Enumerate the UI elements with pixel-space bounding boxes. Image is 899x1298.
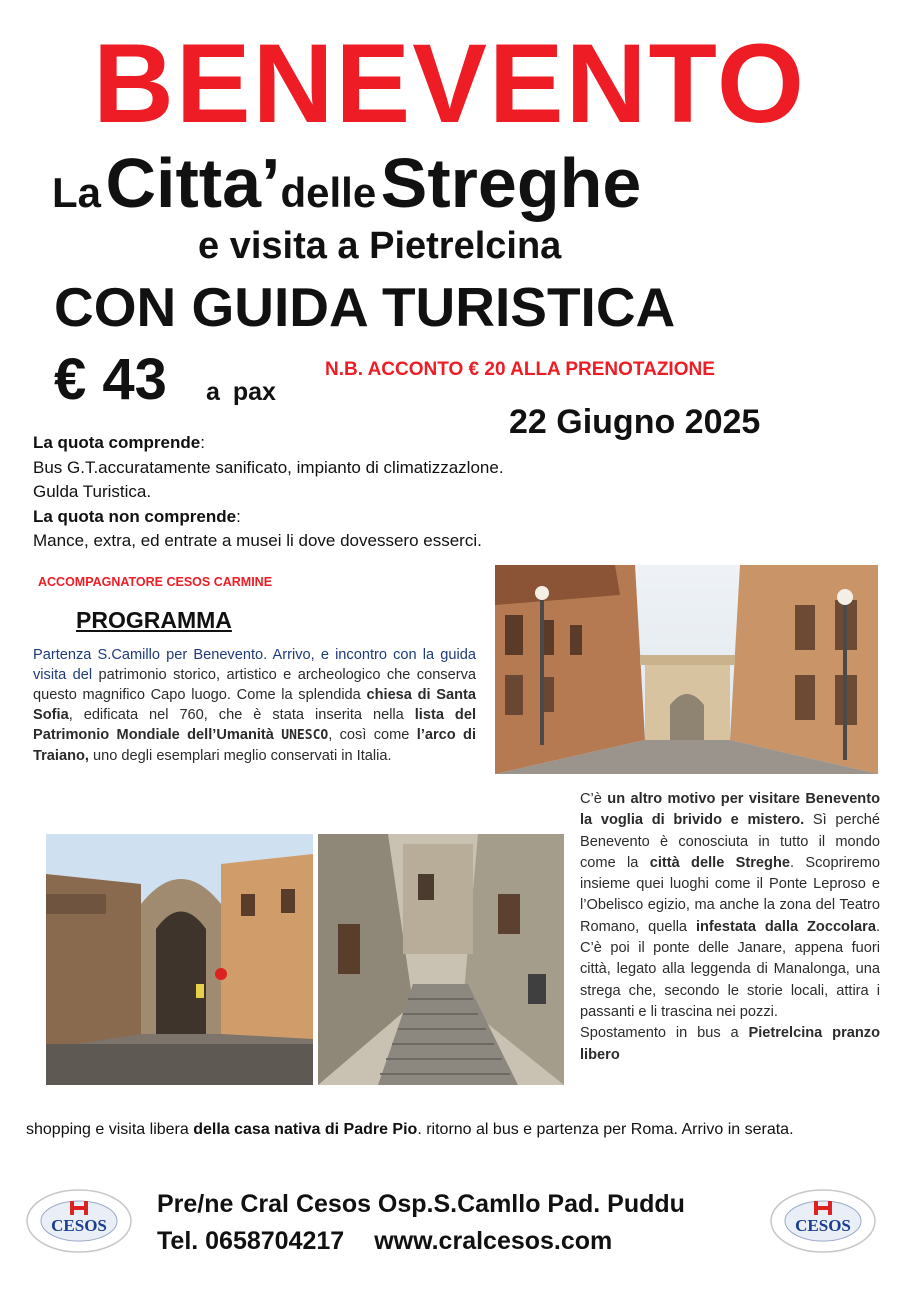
cesos-logo-right — [768, 1187, 878, 1255]
logo-text-right: CESOS — [795, 1216, 851, 1235]
price-unit: a pax — [206, 378, 276, 406]
p2-bold-4: Pietrelcina pranzo libero — [580, 1025, 880, 1063]
quota-includes-line1: Bus G.T.accuratamente sanificato, impianto di climatizzazlone. — [33, 457, 504, 477]
quota-includes-heading: La quota comprende — [33, 433, 201, 452]
p2-bold-3: infestata dalla Zoccolara — [695, 918, 876, 935]
contact-line — [157, 1224, 612, 1258]
visit-line: e visita a Pietrelcina — [198, 225, 562, 267]
phone-number: Tel. 0658704217 — [157, 1227, 345, 1255]
photo-city-gate — [46, 834, 313, 1085]
tour-date: 22 Giugno 2025 — [509, 403, 761, 441]
price-amount: € 43 — [54, 347, 167, 412]
deposit-note: N.B. ACCONTO € 20 ALLA PRENOTAZIONE — [325, 359, 715, 380]
cesos-logo-left — [24, 1187, 134, 1255]
photo-stone-stairway — [318, 834, 564, 1085]
p1-text-5: , così come — [328, 727, 417, 743]
p2-text-1: C’è — [580, 791, 608, 807]
subtitle-part-delle: delle — [280, 169, 377, 216]
booking-info: Pre/ne Cral Cesos Osp.S.Camllo Pad. Puddu — [157, 1190, 685, 1218]
p2-bold-2: città delle Streghe — [649, 854, 790, 871]
guide-line: CON GUIDA TURISTICA — [54, 276, 676, 338]
subtitle-part-la: La — [52, 169, 102, 216]
page-title: BENEVENTO — [93, 21, 806, 146]
quota-includes-line2: Gulda Turistica. — [33, 482, 152, 501]
p2-text-2: Sì perché Benevento è conosciuta in tutto il mondo come la — [580, 812, 880, 871]
quota-section: La quota comprende: Bus G.T.accuratamente sanificato, impianto di climatizzazlone. Gulda Turistica. La quota non comprende: Mance, extra, ed entrate a musei li dove dovessero esserci. — [33, 431, 504, 554]
p3-text-2: . ritorno al bus e partenza per Roma. Arrivo in serata. — [417, 1121, 794, 1138]
program-paragraph-2 — [580, 789, 880, 1066]
p3-text-1: shopping e visita libera — [26, 1121, 194, 1138]
p1-text-6: uno degli esemplari meglio conservati in Italia. — [88, 748, 392, 764]
p1-bold-4: l’arco di Traiano, — [33, 727, 477, 764]
p2-text-3: . Scopriremo insieme quei luoghi come il Ponte Leproso e l’Obelisco egizio, ma anche la zona del Teatro Romano, quella — [580, 854, 880, 935]
p1-bold-2: lista del Patrimonio Mondiale dell’Umanità — [33, 707, 476, 743]
program-paragraph-1 — [33, 645, 476, 766]
program-heading: PROGRAMMA — [76, 607, 232, 633]
quota-excludes-line1: Mance, extra, ed entrate a musei li dove dovessero esserci. — [33, 531, 482, 550]
p1-text-2: patrimonio storico, artistico e archeologico che conserva questo magnifico Capo luogo. Come la splendida — [33, 667, 476, 703]
subtitle-part-citta: Citta’ — [105, 144, 281, 222]
p2-bold-1: un altro motivo per visitare Benevento la voglia di brivido e mistero. — [580, 791, 880, 829]
p1-bold-1: chiesa di Santa Sofia — [33, 687, 476, 723]
photo-arch-of-trajan — [495, 565, 878, 774]
accompanist-label: ACCOMPAGNATORE CESOS CARMINE — [38, 575, 273, 589]
p2-text-4: . C’è poi il ponte delle Janare, appena fuori città, legato alla leggenda di Manalonga, una strega che, secondo le storie locali, attira i passanti e li trascina nei pozzi. — [580, 918, 881, 1020]
p1-text-3: , edificata nel 760, che è stata inserita nella — [68, 707, 415, 723]
logo-text-left: CESOS — [51, 1216, 107, 1235]
p1-text-1: Partenza S.Camillo per Benevento. Arrivo, e incontro con la guida visita del — [33, 647, 476, 683]
subtitle-part-streghe: Streghe — [380, 144, 642, 222]
p1-bold-3: UNESCO — [281, 728, 329, 743]
website-link[interactable]: www.cralcesos.com — [374, 1227, 613, 1255]
p3-bold-1: della casa nativa di Padre Pio — [193, 1121, 418, 1138]
p2-text-5: Spostamento in bus a — [580, 1025, 749, 1042]
quota-excludes-heading: La quota non comprende — [33, 506, 237, 526]
program-paragraph-3 — [26, 1118, 886, 1141]
